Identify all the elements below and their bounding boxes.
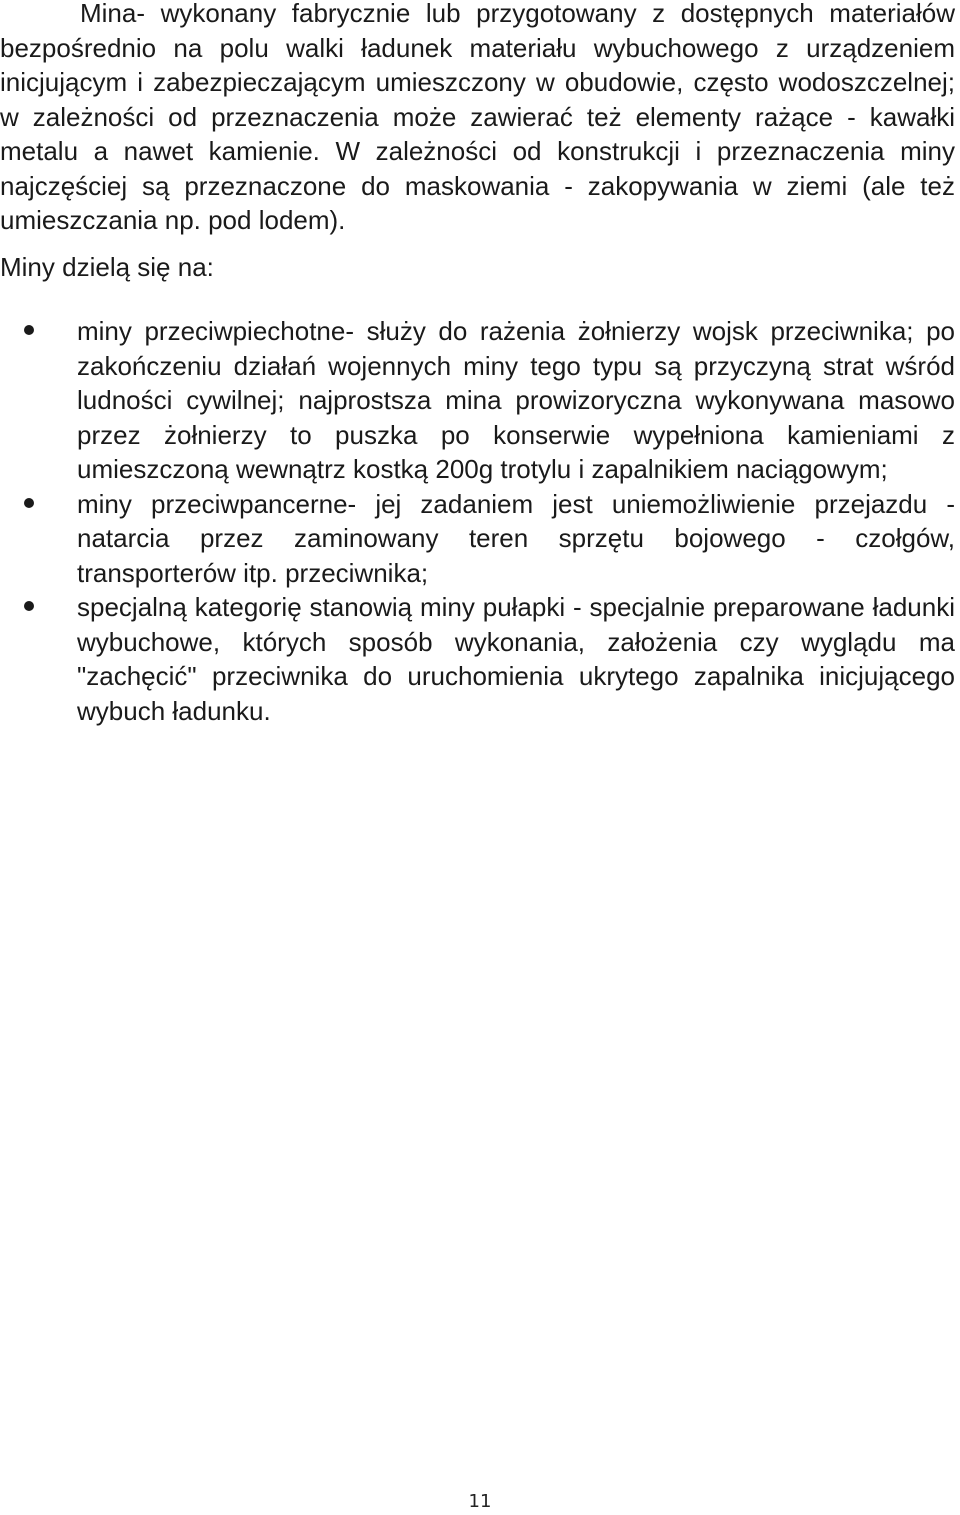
list-item-text: specjalną kategorię stanowią miny pułapki - specjalnie preparowane ładunki wybuchowe, których sposób wykonania, założenia czy wyglądu ma "zachęcić" przeciwnika do uruchomienia ukrytego zapalnika inicjującego wybuch ładunku.: [77, 592, 955, 726]
list-item: [0, 487, 955, 591]
list-item-text: miny przeciwpiechotne- służy do rażenia żołnierzy wojsk przeciwnika; po zakończeniu działań wojennych miny tego typu są przyczyną strat wśród ludności cywilnej; najprostsza mina prowizoryczna wykonywana masowo przez żołnierzy to puszka po konserwie wypełniona kamieniami z umieszczoną wewnątrz kostką 200g trotylu i zapalnikiem naciągowym;: [77, 316, 955, 484]
bullet-icon: [24, 498, 34, 508]
definition-paragraph: Mina- wykonany fabrycznie lub przygotowany z dostępnych materiałów bezpośrednio na polu walki ładunek materiału wybuchowego z urządzeniem inicjującym i zabezpieczającym umieszczony w obudowie, często wodoszczelnej; w zależności od przeznaczenia może zawierać też elementy rażące - kawałki metalu a nawet kamienie. W zależności od konstrukcji i przeznaczenia miny najczęściej są przeznaczone do maskowania - zakopywania w ziemi (ale też umieszczania np. pod lodem).: [0, 0, 955, 235]
list-item-text: miny przeciwpancerne- jej zadaniem jest uniemożliwienie przejazdu - natarcia przez zaminowany teren sprzętu bojowego - czołgów, transporterów itp. przeciwnika;: [77, 488, 955, 588]
list-item: [0, 590, 955, 728]
page-content: [0, 0, 955, 728]
list-intro: Miny dzielą się na:: [0, 251, 214, 282]
bullet-icon: [24, 601, 34, 611]
list-item: [0, 314, 955, 487]
bullet-icon: [24, 325, 34, 335]
mine-types-list: [0, 314, 955, 728]
page-number: 11: [468, 1491, 492, 1512]
